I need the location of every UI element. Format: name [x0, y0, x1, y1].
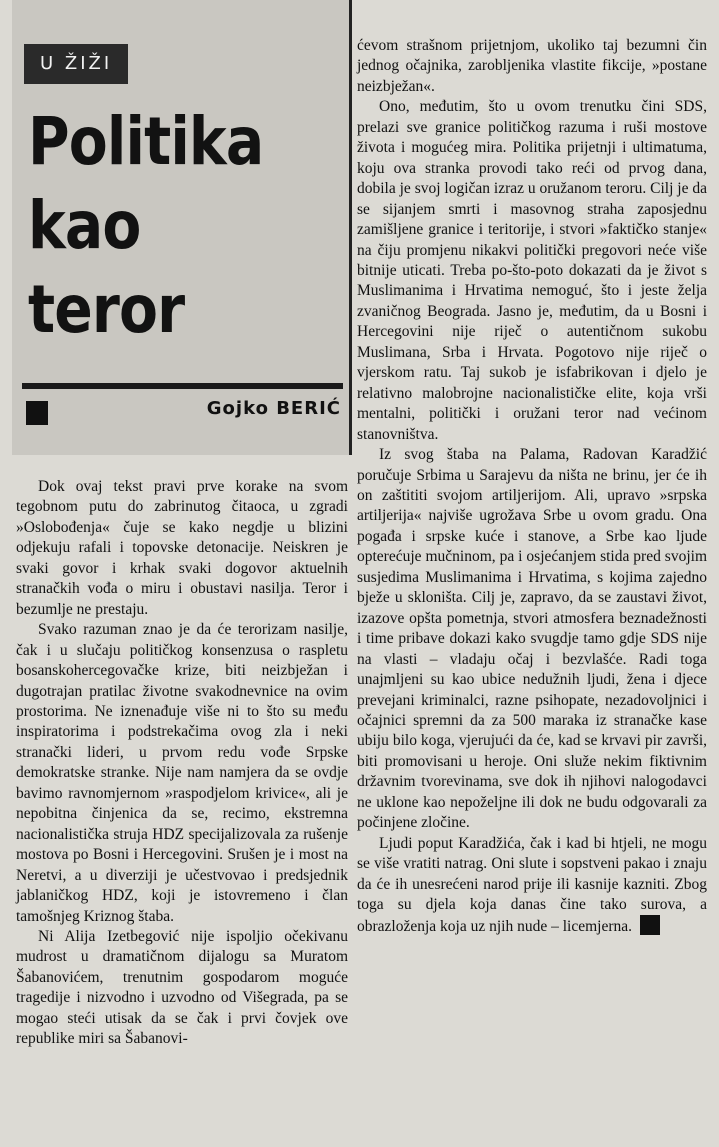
final-paragraph-text: Ljudi poput Karadžića, čak i kad bi htjeli, ne mogu se više vratiti natrag. Oni slute i sopstveni pakao i znaju da će ih unesrećeni narod prije ili kasnije kazniti. Zbog toga su djela koja danas čine tako surova, a obrazloženja koja uz njih nude – licemjerna. [357, 834, 707, 936]
paragraph: Ono, međutim, što u ovom trenutku čini SDS, prelazi sve granice političkog razuma i ruši mostove života i mogućeg mira. Politika prijetnji i ultimatuma, koju ova stranka provodi tako reći od prvog dana, dobila je svoj logičan izraz u oružanom teroru. Cilj je da se sijanjem smrti i masovnog straha zaposjednu zamišljene granice i teritorije, i stvori »faktičko stanje« na čiju promjenu nikakvi politički pregovori neće više bitnije uticati. Treba po-što-poto dokazati da je život s Muslimanima i Hrvatima nemoguć, što i jeste želja zvaničnog Beograda. Jasno je, međutim, da u Bosni i Hercegovini nije riječ o autentičnom sukobu Muslimana, Srba i Hrvata. Pogotovo nije riječ o vjerskom ratu. Taj sukob je isfabrikovan i djelo je relativno malobrojne nacionalističke elite, koja vrši mentalni, politički i oružani teror nad većinom stanovništva. [357, 98, 707, 443]
article-text-right [357, 36, 709, 938]
headline-rule [22, 383, 343, 389]
right-column [357, 0, 709, 938]
headline [28, 100, 263, 352]
paragraph: Iz svog štaba na Palama, Radovan Karadžić poručuje Srbima u Sarajevu da ništa ne brinu, jer će ih on zaštititi svojom artiljerijom. Ali, upravo »srpska artiljerija« najviše ugrožava Srbe u ovom gradu. Ona pogađa i srpske kuće i stanove, a Srbe kao ljude opterećuje mučninom, pa i osjećanjem stida pred svojim susjedima Muslimanima i Hrvatima, s kojima zajedno bježe u skloništa. Cilj je, zapravo, da se zaustavi život, izazove opšta pometnja, stvori atmosfera beznadežnosti i time pribave dokazi kako svugdje tamo gdje SDS nije na vlasti – vladaju očaj i bezvlašće. Radi toga unajmljeni su kao ubice nedužnih ljudi, žena i djece prevejani kriminalci, razne psihopate, nezadovoljnici i očajnici spremni da za 500 maraka iz stranačke kase ubiju bilo koga, vjerujući da će, kad se krvavi pir završi, biti promovisani u heroje. Oni služe nekim fiktivnim državnim tvorevinama, sve dok ih njihovi nalogodavci ne uklone kao nepoželjne ili dok ne budu odgovarali za počinjene zločine. [357, 446, 707, 832]
black-square-mark [26, 401, 48, 425]
paragraph: Ni Alija Izetbegović nije ispoljio očekivanu mudrost u dramatičnom dijalogu sa Muratom Šabanovićem, trenutnim gospodarom moguće tragedije i nizvodno i uzvodno od Višegrada, pa se mogao steći utisak da se čak i prvi čovjek ove republike miri sa Šabanovi- [16, 927, 348, 1048]
section-rubric: U ŽIŽI [24, 44, 128, 84]
end-mark [640, 915, 660, 935]
paragraph-final [357, 834, 707, 938]
article-text-left [12, 477, 352, 1050]
headline-line-1: Politika [28, 103, 264, 180]
paragraph: Svako razuman znao je da će terorizam nasilje, čak i u slučaju političkog konsenzusa o raspletu bosanskohercegovačke krize, biti neizbježan i dugotrajan pratilac životne svakodnevnice na ovim prostorima. Ne iznenađuje više ni to što su među inspiratorima i podstrekačima ovog zla i neki stranački lideri, u prvom redu vođe Srpske demokratske stranke. Nije nam namjera da se ovdje bavimo ravnomjernom »raspodjelom krivice«, ali je nepobitna činjenica da se, recimo, ekstremna nacionalistička struja HDZ specijalizovala za rušenje mostova po Bosni i Hercegovini. Srušen je i most na Neretvi, a u diverziji je učestvovao i predsjednik jablaničkog HDZ, koji je istovremeno i član tamošnjeg Kriznog štaba. [16, 621, 348, 925]
headline-box [12, 0, 352, 455]
paragraph-continued: ćevom strašnom prijetnjom, ukoliko taj bezumni čin jednog očajnika, zarobljenika vlastite fikcije, »postane neizbježan«. [357, 37, 707, 95]
headline-line-2: kao [28, 187, 141, 264]
author-byline: Gojko BERIĆ [206, 398, 341, 419]
headline-line-3: teror [28, 271, 185, 348]
paragraph: Dok ovaj tekst pravi prve korake na svom tegobnom putu do zabrinutog čitaoca, u zgradi »Oslobođenja« čuje se kako negdje u blizini odjekuju rafali i topovske detonacije. Neiskren je svaki govor i krhak svaki dogovor aktuelnih stranačkih vođa o miru i obustavi nasilja. Teror i bezumlje ne prestaju. [16, 478, 348, 618]
left-column [12, 0, 352, 1050]
